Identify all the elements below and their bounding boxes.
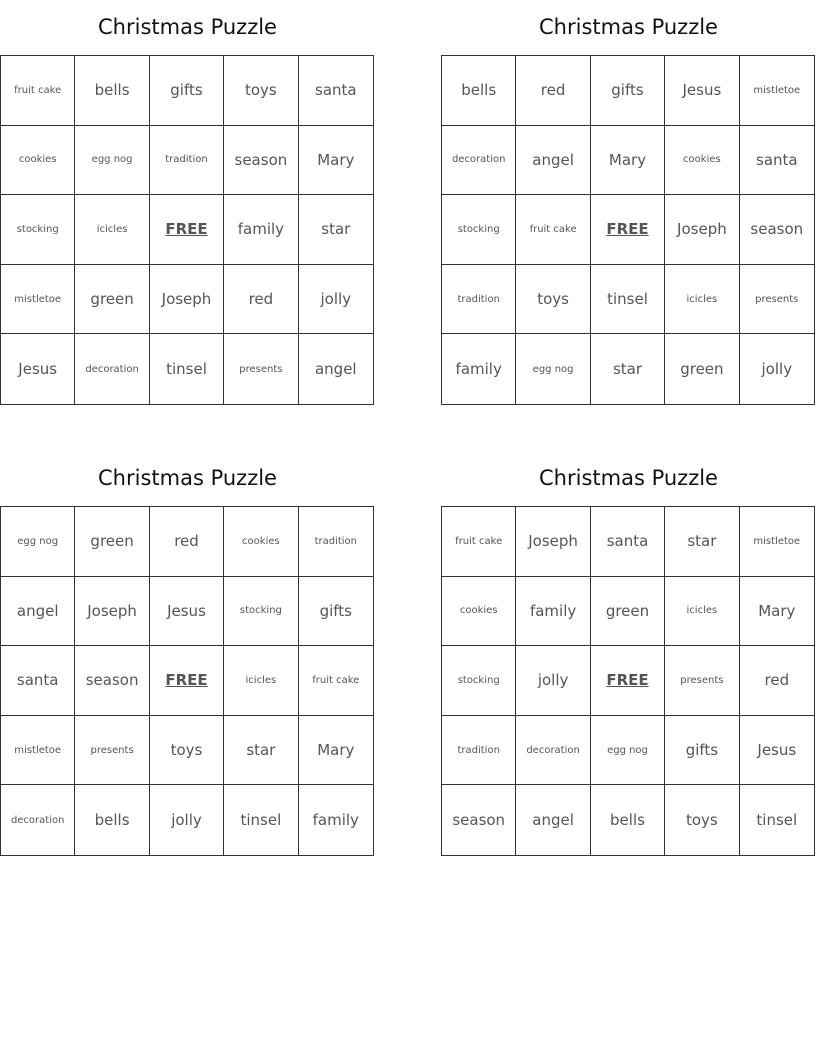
bingo-cell: bells [442, 56, 516, 126]
bingo-cell: red [224, 265, 298, 335]
bingo-cell: Jesus [150, 577, 224, 647]
bingo-cell: season [224, 126, 298, 196]
bingo-cell: icicles [665, 577, 739, 647]
bingo-cell: icicles [75, 195, 149, 265]
bingo-cell: decoration [516, 716, 590, 786]
bingo-cell: red [150, 507, 224, 577]
bingo-cell: toys [150, 716, 224, 786]
bingo-cell: egg nog [516, 334, 590, 404]
bingo-cell: decoration [75, 334, 149, 404]
card-title: Christmas Puzzle [98, 466, 277, 490]
bingo-cell: fruit cake [1, 56, 75, 126]
bingo-cell: Joseph [75, 577, 149, 647]
bingo-cell: toys [665, 785, 739, 855]
bingo-cell: angel [516, 126, 590, 196]
bingo-cell: Joseph [516, 507, 590, 577]
free-space-cell: FREE [150, 195, 224, 265]
bingo-cell: star [591, 334, 665, 404]
bingo-cell: gifts [299, 577, 373, 647]
bingo-cell: Mary [591, 126, 665, 196]
bingo-cell: stocking [442, 646, 516, 716]
bingo-cell: fruit cake [299, 646, 373, 716]
bingo-cell: santa [740, 126, 814, 196]
bingo-cell: angel [1, 577, 75, 647]
bingo-cell: Mary [299, 716, 373, 786]
bingo-cell: egg nog [591, 716, 665, 786]
bingo-cell: egg nog [1, 507, 75, 577]
card-title: Christmas Puzzle [539, 466, 718, 490]
bingo-cell: green [75, 265, 149, 335]
bingo-cell: star [299, 195, 373, 265]
bingo-cell: presents [740, 265, 814, 335]
bingo-cell: green [665, 334, 739, 404]
bingo-cell: tradition [299, 507, 373, 577]
bingo-cell: family [516, 577, 590, 647]
bingo-grid [0, 55, 374, 405]
bingo-cell: decoration [442, 126, 516, 196]
bingo-cell: tradition [442, 716, 516, 786]
bingo-cell: star [665, 507, 739, 577]
bingo-cell: gifts [150, 56, 224, 126]
bingo-cell: bells [75, 56, 149, 126]
bingo-cell: Joseph [665, 195, 739, 265]
bingo-cell: decoration [1, 785, 75, 855]
bingo-cell: star [224, 716, 298, 786]
bingo-cell: jolly [150, 785, 224, 855]
bingo-cell: Jesus [665, 56, 739, 126]
bingo-cell: jolly [516, 646, 590, 716]
bingo-cell: red [740, 646, 814, 716]
bingo-cell: toys [224, 56, 298, 126]
free-space-cell: FREE [591, 646, 665, 716]
bingo-cell: family [312, 811, 359, 830]
bingo-cell: mistletoe [1, 265, 75, 335]
bingo-cell: fruit cake [442, 507, 516, 577]
bingo-cell: Joseph [150, 265, 224, 335]
bingo-cell: santa [591, 507, 665, 577]
bingo-cell: Jesus [1, 334, 75, 404]
bingo-cell: cookies [224, 507, 298, 577]
bingo-grid [0, 506, 374, 856]
bingo-cell: mistletoe [1, 716, 75, 786]
bingo-cell: cookies [442, 577, 516, 647]
bingo-cell: Jesus [740, 716, 814, 786]
bingo-cell: bells [75, 785, 149, 855]
bingo-cell: green [591, 577, 665, 647]
bingo-cell: family [224, 195, 298, 265]
bingo-cell: mistletoe [740, 56, 814, 126]
bingo-cell: season [442, 785, 516, 855]
bingo-cell: stocking [224, 577, 298, 647]
bingo-cell: gifts [591, 56, 665, 126]
card-title: Christmas Puzzle [539, 15, 718, 39]
card-title: Christmas Puzzle [98, 15, 277, 39]
bingo-cell: presents [75, 716, 149, 786]
bingo-cell: tradition [150, 126, 224, 196]
bingo-cell: jolly [761, 360, 793, 379]
bingo-cell: icicles [665, 265, 739, 335]
bingo-cell: Mary [299, 126, 373, 196]
bingo-cell: season [75, 646, 149, 716]
bingo-cell: stocking [442, 195, 516, 265]
bingo-cell: stocking [1, 195, 75, 265]
bingo-grid [441, 55, 815, 405]
bingo-cell: santa [1, 646, 75, 716]
bingo-cell: icicles [224, 646, 298, 716]
bingo-cell: tradition [442, 265, 516, 335]
bingo-cell: tinsel [756, 811, 798, 830]
bingo-cell: toys [516, 265, 590, 335]
bingo-cell: fruit cake [516, 195, 590, 265]
bingo-cell: tinsel [150, 334, 224, 404]
bingo-cell: jolly [299, 265, 373, 335]
bingo-cell: cookies [665, 126, 739, 196]
bingo-cell: family [442, 334, 516, 404]
bingo-cell: presents [665, 646, 739, 716]
free-space-cell: FREE [591, 195, 665, 265]
bingo-cell: red [516, 56, 590, 126]
bingo-cell: egg nog [75, 126, 149, 196]
free-space-cell: FREE [150, 646, 224, 716]
bingo-cell: angel [516, 785, 590, 855]
bingo-cell: bells [591, 785, 665, 855]
bingo-cell: santa [299, 56, 373, 126]
bingo-cell: season [740, 195, 814, 265]
bingo-cell: angel [314, 360, 357, 379]
bingo-cell: green [75, 507, 149, 577]
bingo-cell: tinsel [224, 785, 298, 855]
bingo-cell: mistletoe [740, 507, 814, 577]
bingo-cell: Mary [740, 577, 814, 647]
bingo-cell: presents [224, 334, 298, 404]
bingo-cell: cookies [1, 126, 75, 196]
bingo-cell: gifts [665, 716, 739, 786]
bingo-cell: tinsel [591, 265, 665, 335]
bingo-grid [441, 506, 815, 856]
